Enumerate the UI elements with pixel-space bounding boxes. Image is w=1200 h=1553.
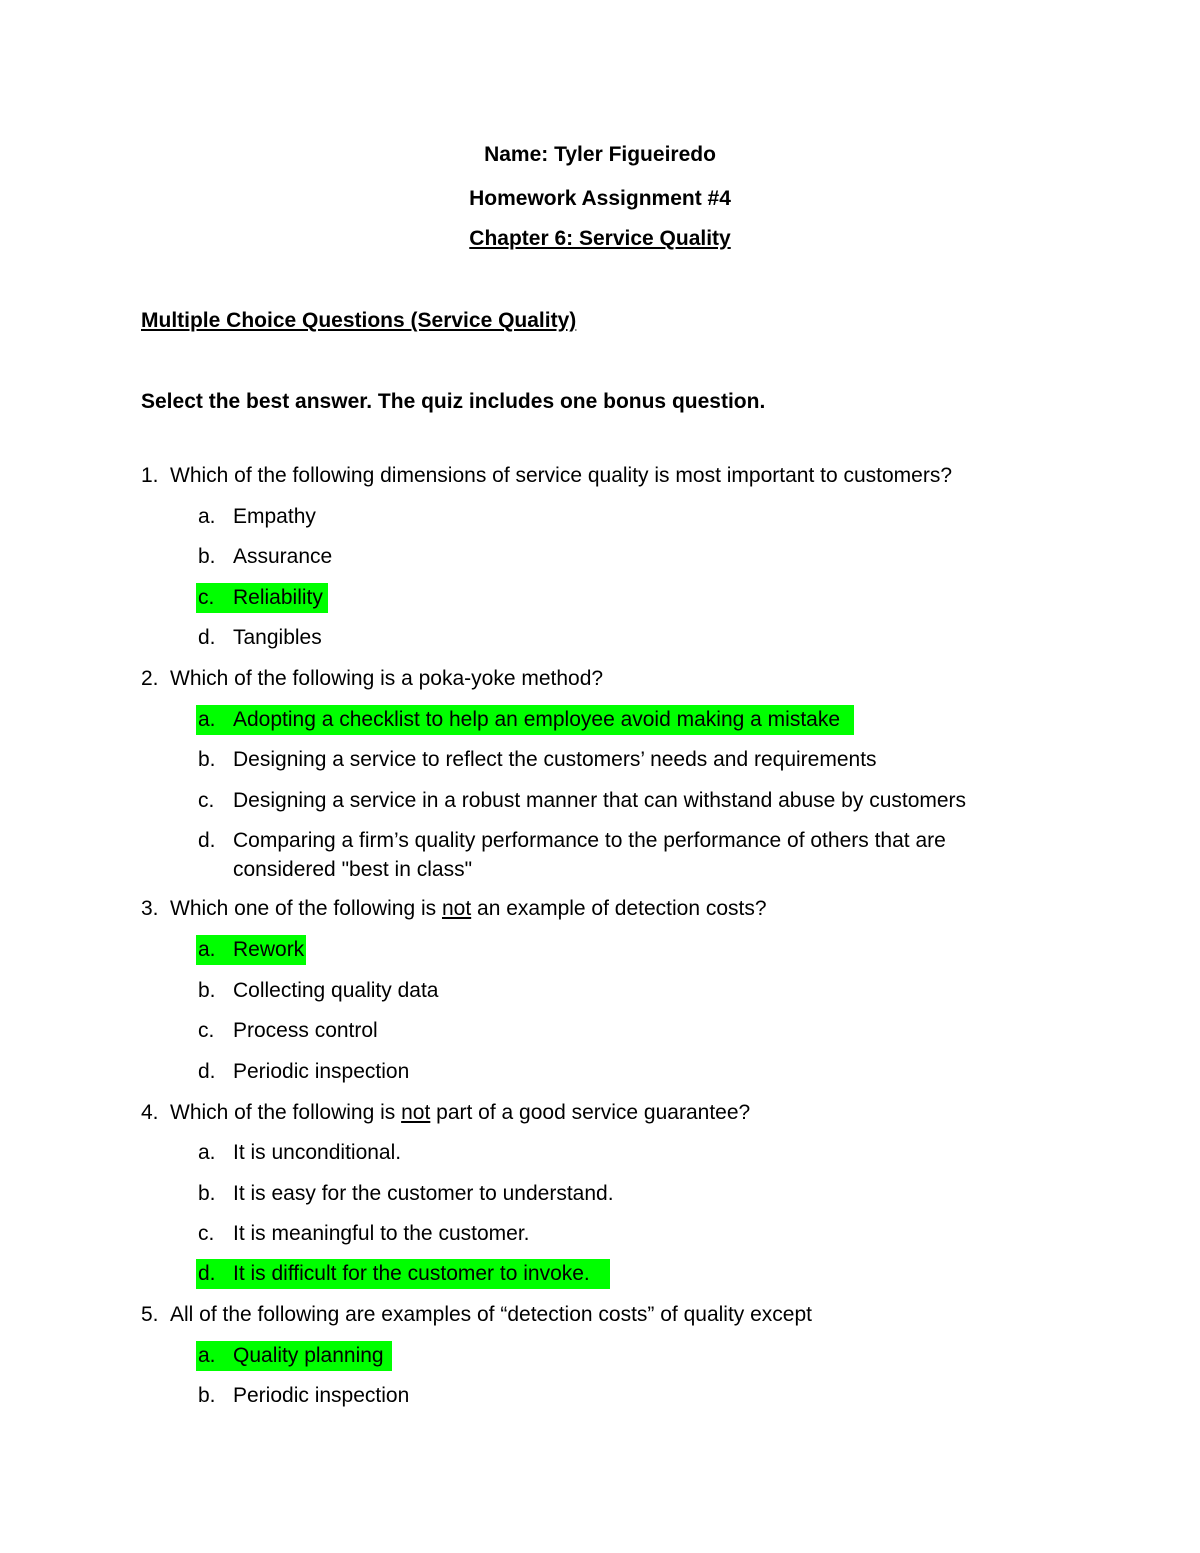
option-letter: c.: [198, 1222, 215, 1245]
option-letter: c.: [198, 586, 215, 609]
question-text: [170, 897, 767, 921]
option-letter: a.: [198, 505, 216, 528]
question-number: 5.: [141, 1303, 159, 1326]
option-letter: b.: [198, 979, 216, 1002]
option-text-continued: considered "best in class": [233, 858, 473, 881]
option-text: Periodic inspection: [233, 1060, 410, 1083]
option-letter: a.: [198, 938, 216, 961]
question-text-emphasis: not: [441, 897, 472, 920]
question-text: [170, 1101, 750, 1125]
question-text: Which of the following is a poka-yoke method?: [170, 667, 604, 690]
option-letter: b.: [198, 545, 216, 568]
option-text: Designing a service in a robust manner that can withstand abuse by customers: [233, 789, 967, 812]
option-text-correct: Adopting a checklist to help an employee avoid making a mistake: [233, 708, 841, 731]
option-text: Comparing a firm’s quality performance to the performance of others that are: [233, 829, 946, 852]
option-text: Empathy: [233, 505, 316, 528]
question-text-after: part of a good service guarantee?: [430, 1101, 751, 1124]
option-letter: c.: [198, 789, 215, 812]
option-letter: d.: [198, 1060, 216, 1083]
option-text: Process control: [233, 1019, 378, 1042]
question-text-after: an example of detection costs?: [471, 897, 767, 920]
question-text-before: Which one of the following is: [170, 897, 442, 920]
option-text: Assurance: [233, 545, 333, 568]
option-text-correct: Quality planning: [233, 1344, 384, 1367]
chapter-title: Chapter 6: Service Quality: [469, 227, 731, 250]
option-text-correct: Reliability: [233, 586, 323, 609]
option-letter: b.: [198, 1182, 216, 1205]
option-text: Collecting quality data: [233, 979, 439, 1002]
option-text: Designing a service to reflect the customers’ needs and requirements: [233, 748, 877, 771]
student-name: Name: Tyler Figueiredo: [484, 143, 716, 166]
option-text: Periodic inspection: [233, 1384, 410, 1407]
option-letter: a.: [198, 1344, 216, 1367]
option-letter: b.: [198, 1384, 216, 1407]
question-number: 4.: [141, 1101, 159, 1124]
question-text-before: Which of the following is: [170, 1101, 402, 1124]
option-text: Tangibles: [233, 626, 322, 649]
assignment-title: Homework Assignment #4: [469, 187, 731, 210]
option-text: It is easy for the customer to understand.: [233, 1182, 614, 1205]
option-letter: a.: [198, 708, 216, 731]
question-text: Which of the following dimensions of service quality is most important to customers?: [170, 464, 952, 487]
option-text: It is unconditional.: [233, 1141, 402, 1164]
option-letter: d.: [198, 1262, 216, 1285]
option-text: It is meaningful to the customer.: [233, 1222, 530, 1245]
option-letter: d.: [198, 829, 216, 852]
section-title: Multiple Choice Questions (Service Quality): [141, 309, 577, 332]
question-text: All of the following are examples of “detection costs” of quality except: [170, 1303, 812, 1326]
option-letter: c.: [198, 1019, 215, 1042]
question-text-emphasis: not: [401, 1101, 431, 1124]
option-letter: d.: [198, 626, 216, 649]
question-number: 1.: [141, 464, 159, 487]
option-text-correct: Rework: [233, 938, 305, 961]
question-number: 2.: [141, 667, 159, 690]
option-letter: a.: [198, 1141, 216, 1164]
option-text-correct: It is difficult for the customer to invoke.: [233, 1262, 590, 1285]
chapter-title-wrap: [0, 227, 1200, 251]
option-letter: b.: [198, 748, 216, 771]
instructions: Select the best answer. The quiz includes one bonus question.: [141, 390, 766, 413]
question-number: 3.: [141, 897, 159, 920]
